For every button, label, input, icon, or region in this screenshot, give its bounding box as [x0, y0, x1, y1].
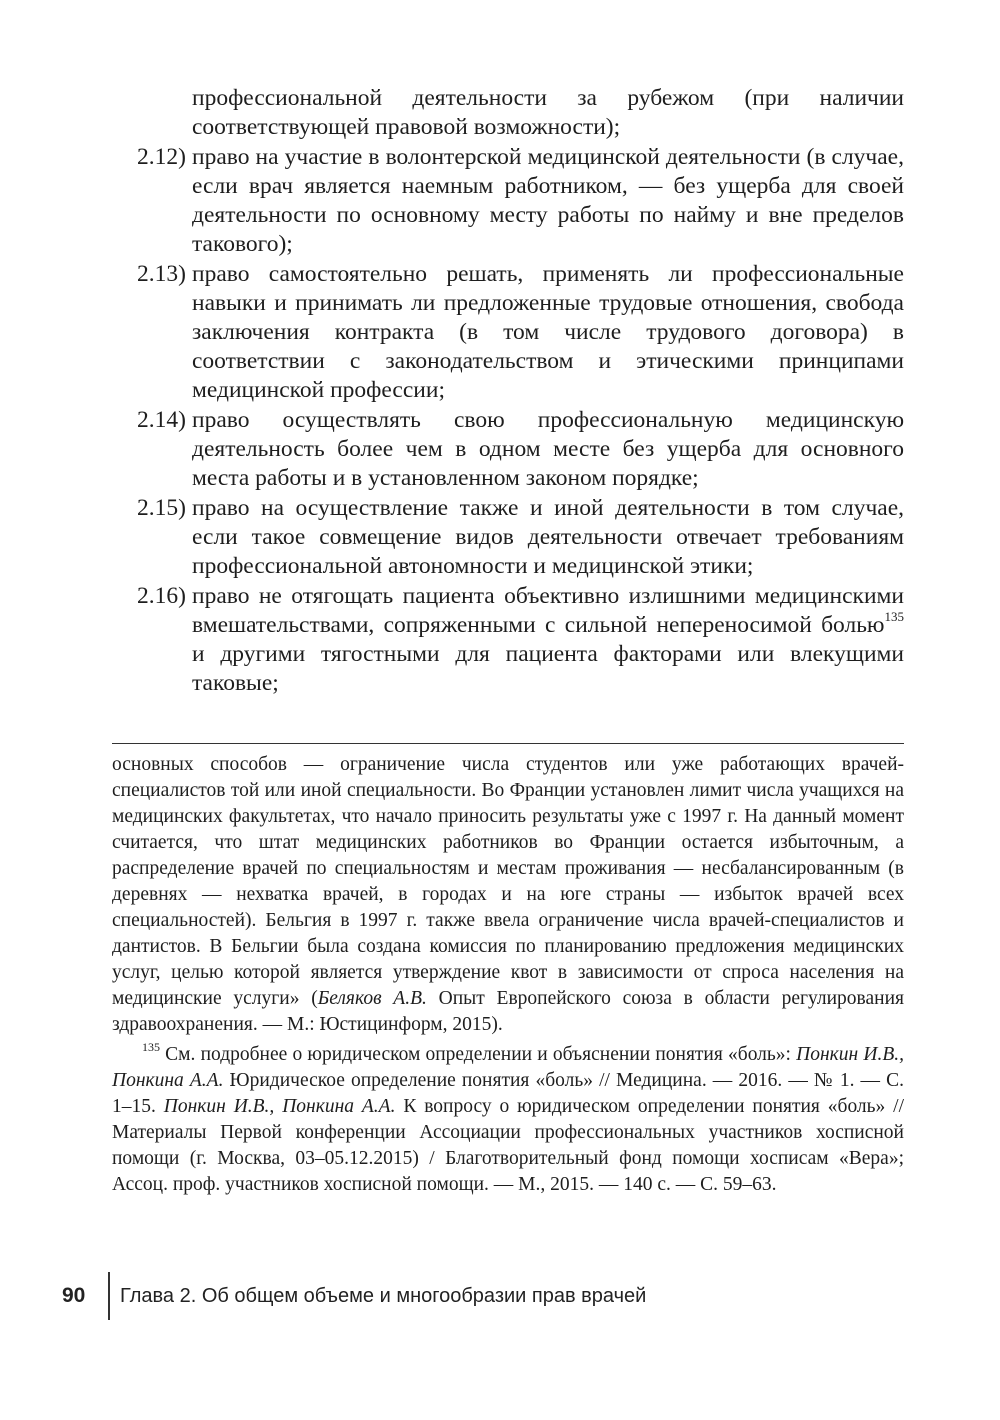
- footnote-135: $^{135}$ См. подробнее о юридическом определении и объяснении понятия «боль»: Понкин И.В., Понкина А.А. Юридическое определение понятия «боль» // Медицина. — 2016. — № 1. — С. 1–15. Понкин И.В., Понкина А.А. К вопросу о юридическом определении понятия «боль» // Материалы Первой конференции Ассоциации профессиональных участников хосписной помощи (г. Москва, 03–05.12.2015) / Благотворительный фонд помощи хосписам «Вера»; Ассоц. проф. участников хосписной помощи. — М., 2015. — 140 с. — С. 59–63.: [112, 1039, 905, 1195]
- page-footer: [62, 1272, 646, 1320]
- item-number: 2.16): [137, 583, 186, 609]
- footer-divider: [108, 1272, 110, 1320]
- list-item: [112, 494, 904, 581]
- page-number: 90: [62, 1284, 86, 1307]
- author-name: Понкин И.В., Понкина А.А.: [163, 1096, 396, 1117]
- footnote-continued: основных способов — ограничение числа студентов или уже работающих врачей-специалистов той или иной специальности. Во Франции установлен лимит числа учащихся на медицинских факультетах, что начало приносить результаты уже с 1997 г. На данный момент считается, что штат медицинских работников во Франции остается избыточным, а распределение врачей по специальностям и местам проживания — несбалансированным (в деревнях — нехватка врачей, в городах и на юге страны — избыток врачей всех специальностей). Бельгия в 1997 г. также ввела ограничение числа врачей-специалистов и дантистов. В Бельгии была создана комиссия по планированию предложения медицинских услуг, целью которой является утверждение квот в зависимости от спроса населения на медицинские услуги» (Беляков А.В. Опыт Европейского союза в области регулирования здравоохранения. — М.: Юстицинформ, 2015).: [112, 754, 904, 1035]
- item-text: право самостоятельно решать, применять ли профессиональные навыки и принимать ли предложенные трудовые отношения, свобода заключения контракта (в том числе трудового договора) в соответствии с законодательством и этическими принципами медицинской профессии;: [192, 261, 904, 403]
- item-text: право не отягощать пациента объективно излишними медицинскими вмешательствами, сопряженными с сильной непереносимой болью$^{135}$ и другими тягостными для пациента факторами или влекущими таковые;: [192, 583, 904, 696]
- chapter-title: Глава 2. Об общем объеме и многообразии прав врачей: [120, 1284, 647, 1307]
- main-text: [112, 84, 904, 699]
- list-item: [112, 143, 904, 259]
- author-name: Беляков А.В.: [317, 988, 427, 1009]
- item-text: право осуществлять свою профессиональную медицинскую деятельность более чем в одном месте без ущерба для основного места работы и в установленном законом порядке;: [192, 407, 904, 491]
- lead-paragraph: профессиональной деятельности за рубежом (при наличии соответствующей правовой возможности);: [192, 85, 904, 140]
- footnote-separator: [112, 743, 904, 744]
- author-name: Понкин И.В., Понкина А.А.: [112, 1044, 905, 1091]
- item-number: 2.14): [137, 407, 186, 433]
- list-item: [112, 406, 904, 493]
- item-text: право на осуществление также и иной деятельности в том случае, если такое совмещение видов деятельности отвечает требованиям профессиональной автономности и медицинской этики;: [192, 495, 904, 579]
- footnote-number: 135: [142, 1039, 160, 1054]
- list-item: [112, 260, 904, 405]
- footnotes: [112, 752, 904, 1198]
- item-number: 2.12): [137, 144, 186, 170]
- item-number: 2.15): [137, 495, 186, 521]
- item-number: 2.13): [137, 261, 186, 287]
- item-text: право на участие в волонтерской медицинской деятельности (в случае, если врач является наемным работником, — без ущерба для своей деятельности по основному месту работы по найму и вне пределов такового);: [192, 144, 904, 257]
- list-item: [112, 582, 904, 698]
- footnote-reference[interactable]: 135: [884, 609, 904, 625]
